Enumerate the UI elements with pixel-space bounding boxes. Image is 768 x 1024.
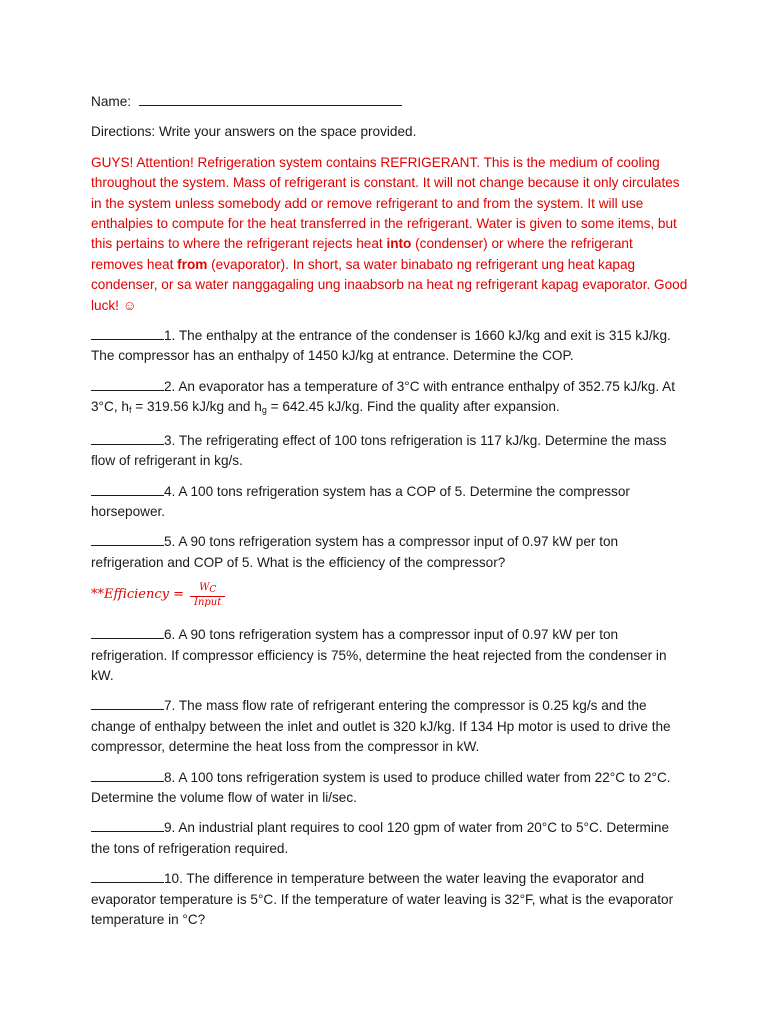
question-text: 7. The mass flow rate of refrigerant entering the compressor is 0.25 kg/s and the change of enthalpy between the inlet and outlet is 320 kJ/kg. If 134 Hp motor is used to drive the compressor, determine the heat loss from the compressor in kW. <box>91 698 671 755</box>
question-9 <box>91 818 688 859</box>
question-text: 3. The refrigerating effect of 100 tons refrigeration is 117 kJ/kg. Determine the mass flow of refrigerant in kg/s. <box>91 432 667 469</box>
name-blank[interactable] <box>139 92 402 106</box>
numerator-symbol: W <box>199 581 210 593</box>
question-text: 10. The difference in temperature between the water leaving the evaporator and evaporator temperature is 5°C. If the temperature of water leaving is 32°F, what is the evaporator temperature in °C? <box>91 871 674 927</box>
answer-blank-7[interactable] <box>91 696 164 710</box>
formula-fraction <box>190 582 225 609</box>
answer-blank-5[interactable] <box>91 532 164 546</box>
formula-lhs: **Efficiency = <box>91 586 185 602</box>
notice-from: from <box>177 256 208 272</box>
question-text: 8. A 100 tons refrigeration system is used to produce chilled water from 22°C to 2°C. Determine the volume flow of water in li/sec. <box>91 769 671 805</box>
question-text: 6. A 90 tons refrigeration system has a compressor input of 0.97 kW per ton refrigeration. If compressor efficiency is 75%, determine the heat rejected from the condenser in kW. <box>91 627 667 683</box>
question-10 <box>91 869 688 930</box>
formula-numerator <box>195 582 220 596</box>
question-2 <box>91 377 688 421</box>
answer-blank-2[interactable] <box>91 377 164 391</box>
name-label: Name: <box>91 94 132 109</box>
subscript-f: f <box>128 405 132 416</box>
name-row <box>91 92 688 112</box>
answer-blank-9[interactable] <box>91 818 164 832</box>
question-8 <box>91 768 688 809</box>
question-5 <box>91 532 688 573</box>
question-text: 5. A 90 tons refrigeration system has a compressor input of 0.97 kW per ton refrigeration and COP of 5. What is the efficiency of the compressor? <box>91 534 619 570</box>
notice-into: into <box>386 236 412 252</box>
answer-blank-10[interactable] <box>91 869 164 883</box>
notice-text-3: (evaporator). In short, sa water binabato ng refrigerant ung heat kapag condenser, or sa water nanggagaling ung inaabsorb na heat ng refrigerant kapag evaporator. Good luck! <box>91 256 688 313</box>
smiley-icon: ☺ <box>122 297 137 313</box>
notice-text-1: GUYS! Attention! Refrigeration system contains REFRIGERANT. This is the medium of cooling throughout the system. Mass of refrigerant is constant. It will not change because it only circulates in the system unless somebody add or remove refrigerant to and from the system. It will use enthalpies to compute for the heat transferred in the refrigerant. Water is given to some items, but this pertains to where the refrigerant rejects heat <box>91 154 680 252</box>
question-1 <box>91 326 688 367</box>
question-text: 4. A 100 tons refrigeration system has a COP of 5. Determine the compressor horsepower. <box>91 483 630 519</box>
question-3 <box>91 431 688 472</box>
question-text: = 642.45 kJ/kg. Find the quality after expansion. <box>266 399 560 415</box>
question-6 <box>91 625 688 686</box>
answer-blank-1[interactable] <box>91 326 164 340</box>
directions-text: Directions: Write your answers on the space provided. <box>91 124 417 140</box>
question-text: 9. An industrial plant requires to cool 120 gpm of water from 20°C to 5°C. Determine the tons of refrigeration required. <box>91 820 670 856</box>
notice-paragraph <box>91 153 688 316</box>
question-text: 1. The enthalpy at the entrance of the condenser is 1660 kJ/kg and exit is 315 kJ/kg. The compressor has an enthalpy of 1450 kJ/kg at entrance. Determine the COP. <box>91 328 671 364</box>
question-text: 2. An evaporator has a temperature of 3°C with entrance enthalpy of 352.75 kJ/kg. At 3°C, h <box>91 378 675 415</box>
formula-denominator: Input <box>194 596 222 608</box>
question-text: = 319.56 kJ/kg and h <box>131 399 262 415</box>
answer-blank-8[interactable] <box>91 768 164 782</box>
answer-blank-4[interactable] <box>91 482 164 496</box>
question-7 <box>91 696 688 757</box>
notice-text-2: (condenser) or where the refrigerant removes heat <box>91 236 633 272</box>
answer-blank-6[interactable] <box>91 625 164 639</box>
subscript-g: g <box>261 405 267 416</box>
answer-blank-3[interactable] <box>91 431 164 445</box>
efficiency-formula <box>91 577 688 613</box>
question-4 <box>91 482 688 523</box>
numerator-subscript: C <box>209 584 217 595</box>
